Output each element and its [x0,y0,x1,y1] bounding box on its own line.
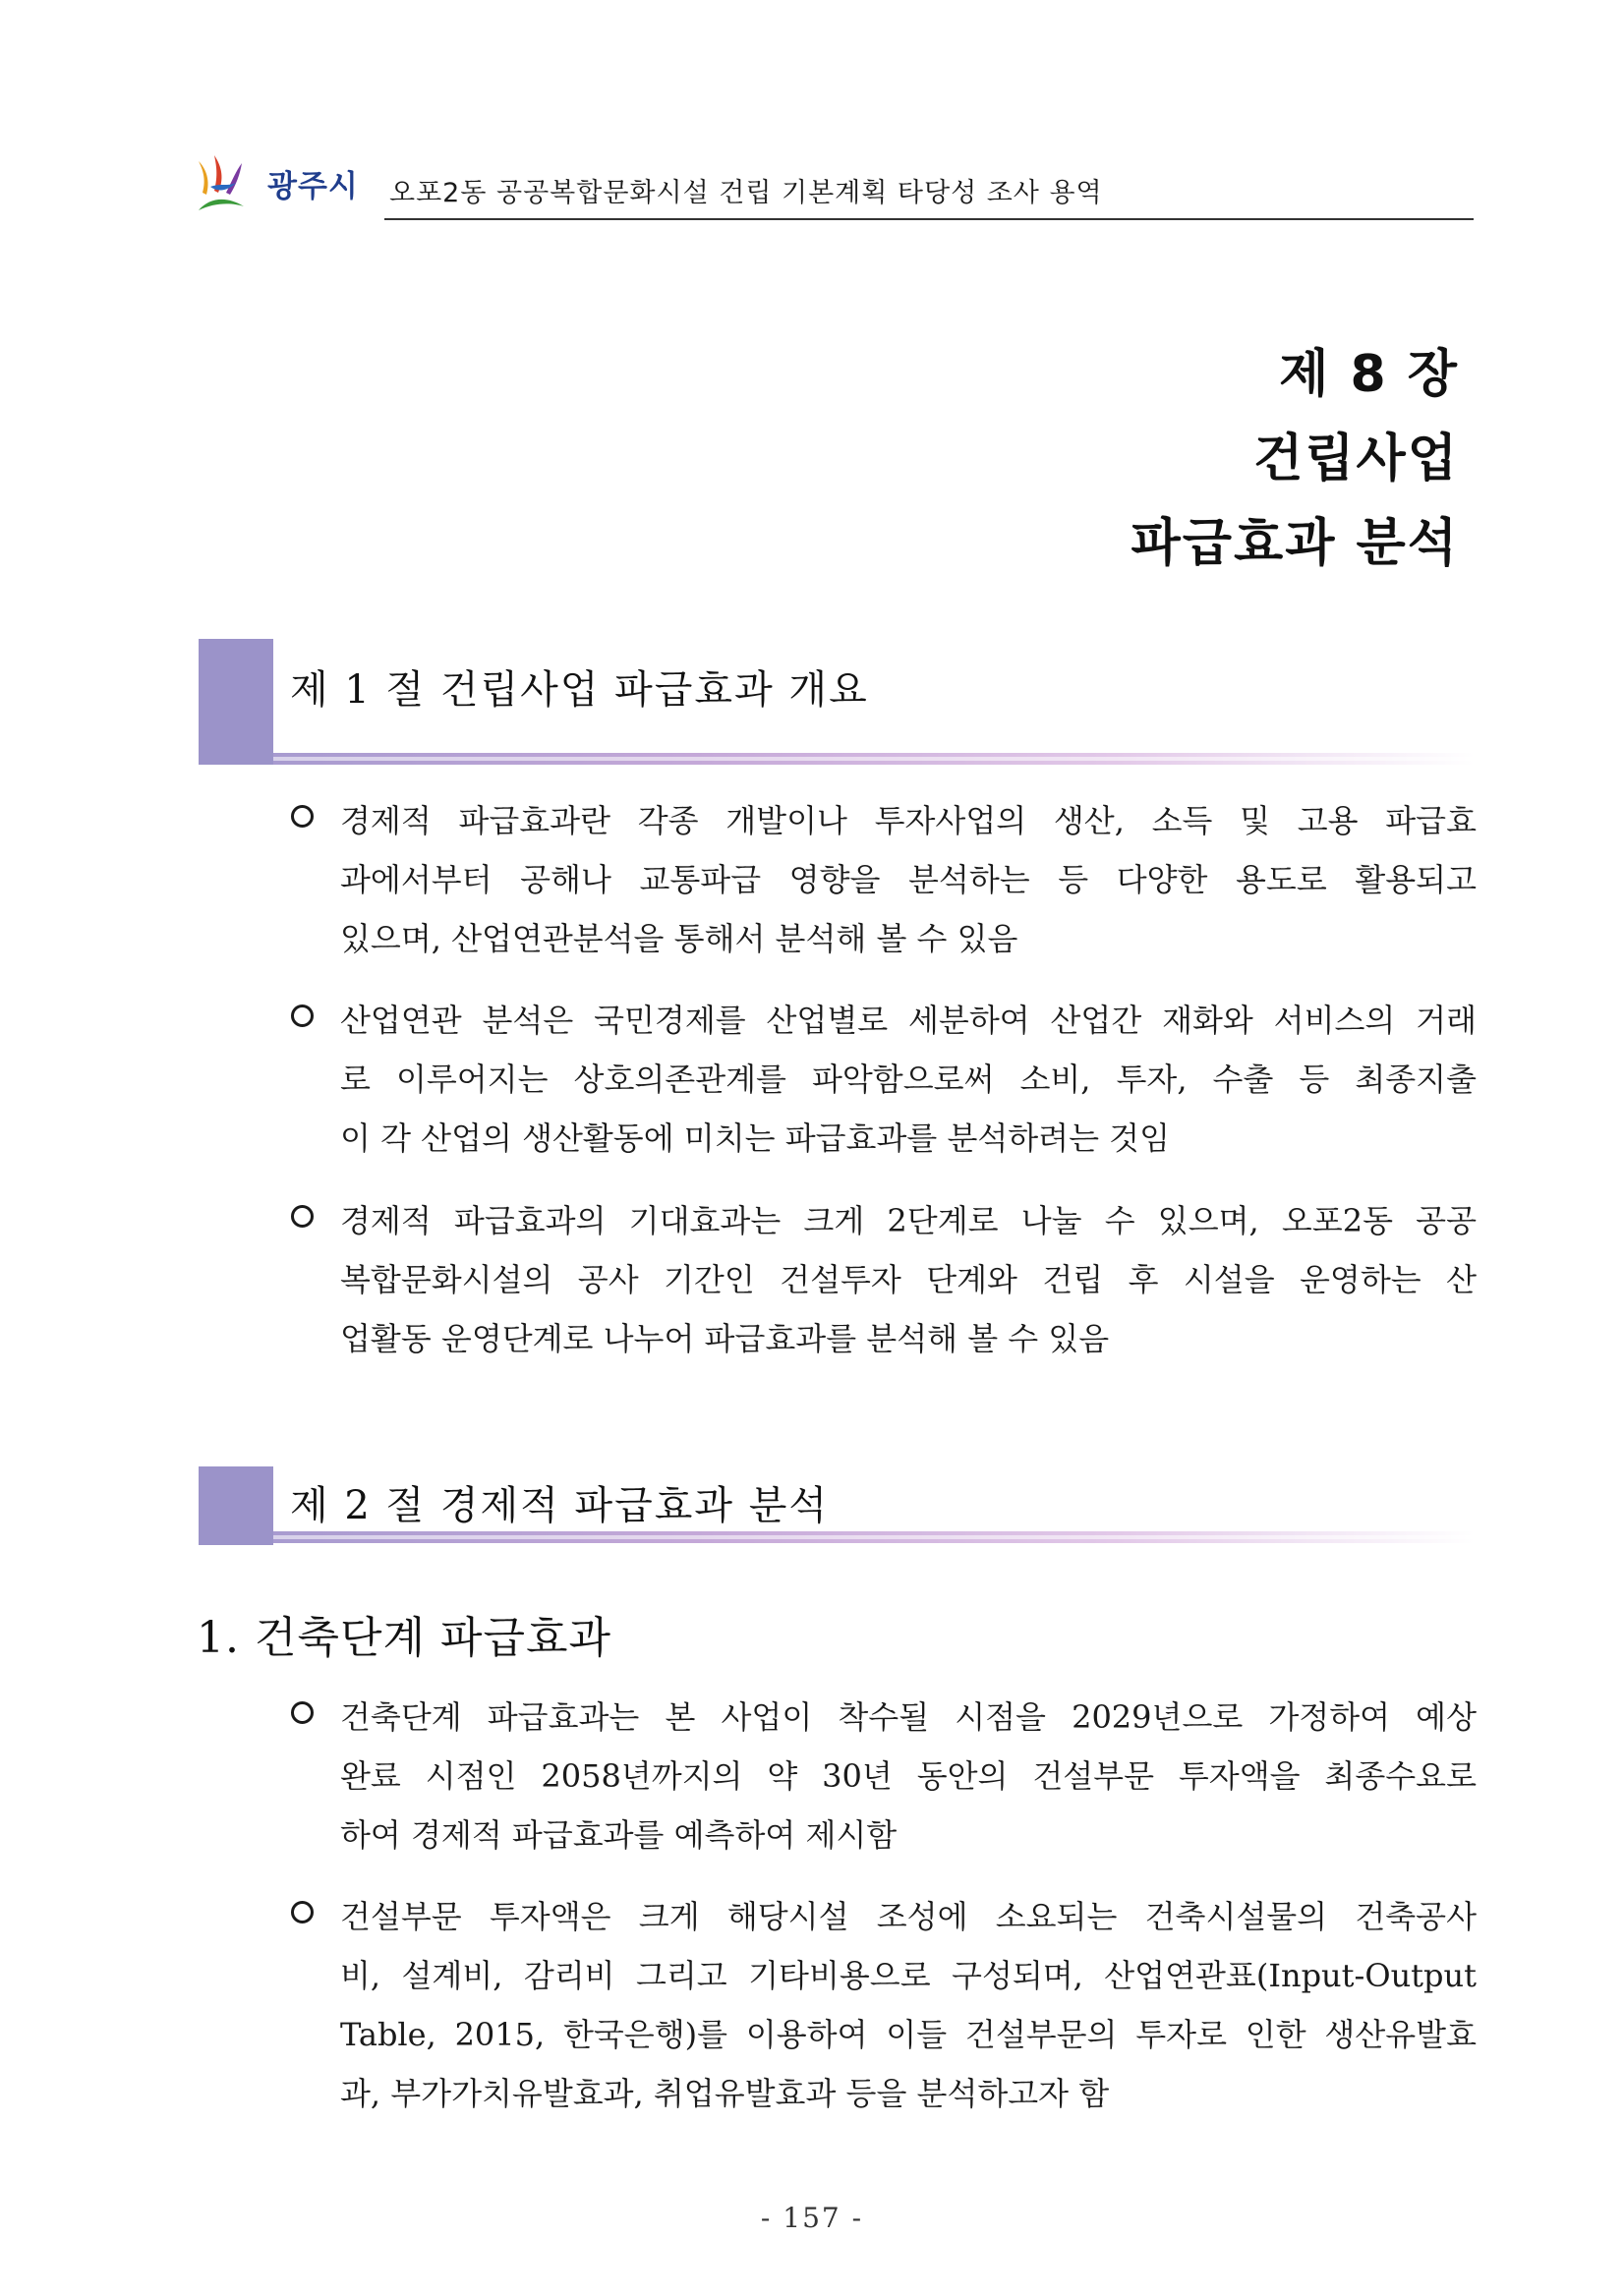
text-line: 건축단계 파급효과는 본 사업이 착수될 시점을 2029년으로 가정하여 예상 [340,1698,1477,1736]
paragraph-text [340,791,1477,968]
section-heading-1 [199,639,1475,765]
bullet-circle-icon [291,805,314,828]
text-line: 경제적 파급효과란 각종 개발이나 투자사업의 생산, 소득 및 고용 파급효 [340,802,1477,839]
text-line: 건설부문 투자액은 크게 해당시설 조성에 소요되는 건축시설물의 건축공사 [340,1898,1477,1935]
text-line: 경제적 파급효과의 기대효과는 크게 2단계로 나눌 수 있으며, 오포2동 공공 [340,1202,1477,1239]
text-line: 산업연관 분석은 국민경제를 산업별로 세분하여 산업간 재화와 서비스의 거래 [340,1002,1477,1039]
gwangju-logo-icon [193,153,250,216]
chapter-number: 제 8 장 [1279,345,1459,404]
bullet-circle-icon [291,1205,314,1228]
section-underline-highlight [273,1535,1475,1539]
section-underline-highlight [273,757,1475,761]
text-line: 하여 경제적 파급효과를 예측하여 제시함 [340,1816,898,1854]
text-line: 비, 설계비, 감리비 그리고 기타비용으로 구성되며, 산업연관표(Input-Output [340,1957,1477,1994]
section-marker-box [199,639,273,765]
text-line: 완료 시점인 2058년까지의 약 30년 동안의 건설부문 투자액을 최종수요로 [340,1757,1477,1795]
section-title: 제 1 절 건립사업 파급효과 개요 [290,667,869,713]
chapter-title-line2: 파급효과 분석 [1131,514,1459,573]
header-divider [384,218,1474,220]
paragraph-text [340,1191,1477,1368]
document-header [193,147,1473,226]
page-number: - 157 - [760,2202,864,2234]
text-line: 복합문화시설의 공사 기간인 건설투자 단계와 건립 후 시설을 운영하는 산 [340,1261,1477,1298]
text-line: 과, 부가가치유발효과, 취업유발효과 등을 분석하고자 함 [340,2075,1110,2112]
section-marker-box [199,1466,273,1545]
section-title: 제 2 절 경제적 파급효과 분석 [290,1483,830,1528]
chapter-title-line1: 건립사업 [1253,430,1459,488]
text-line: 과에서부터 공해나 교통파급 영향을 분석하는 등 다양한 용도로 활용되고 [340,861,1477,898]
text-line: 이 각 산업의 생산활동에 미치는 파급효과를 분석하려는 것임 [340,1119,1171,1157]
text-line: 업활동 운영단계로 나누어 파급효과를 분석해 볼 수 있음 [340,1320,1110,1357]
paragraph-text [340,1887,1477,2123]
chapter-title-block [1131,332,1460,586]
text-line: 있으며, 산업연관분석을 통해서 분석해 볼 수 있음 [340,920,1018,957]
header-title: 오포2동 공공복합문화시설 건립 기본계획 타당성 조사 용역 [389,178,1103,208]
section-heading-2 [199,1466,1475,1545]
bullet-circle-icon [291,1701,314,1724]
bullet-circle-icon [291,1004,314,1027]
text-line: 로 이루어지는 상호의존관계를 파악함으로써 소비, 투자, 수출 등 최종지출 [340,1061,1477,1098]
text-line: Table, 2015, 한국은행)를 이용하여 이들 건설부문의 투자로 인한 생산유발효 [340,2016,1477,2053]
paragraph-text [340,1688,1477,1865]
subsection-heading: 1. 건축단계 파급효과 [197,1613,611,1663]
bullet-circle-icon [291,1901,314,1923]
logo-text: 광주시 [267,169,359,204]
paragraph-text [340,991,1477,1168]
